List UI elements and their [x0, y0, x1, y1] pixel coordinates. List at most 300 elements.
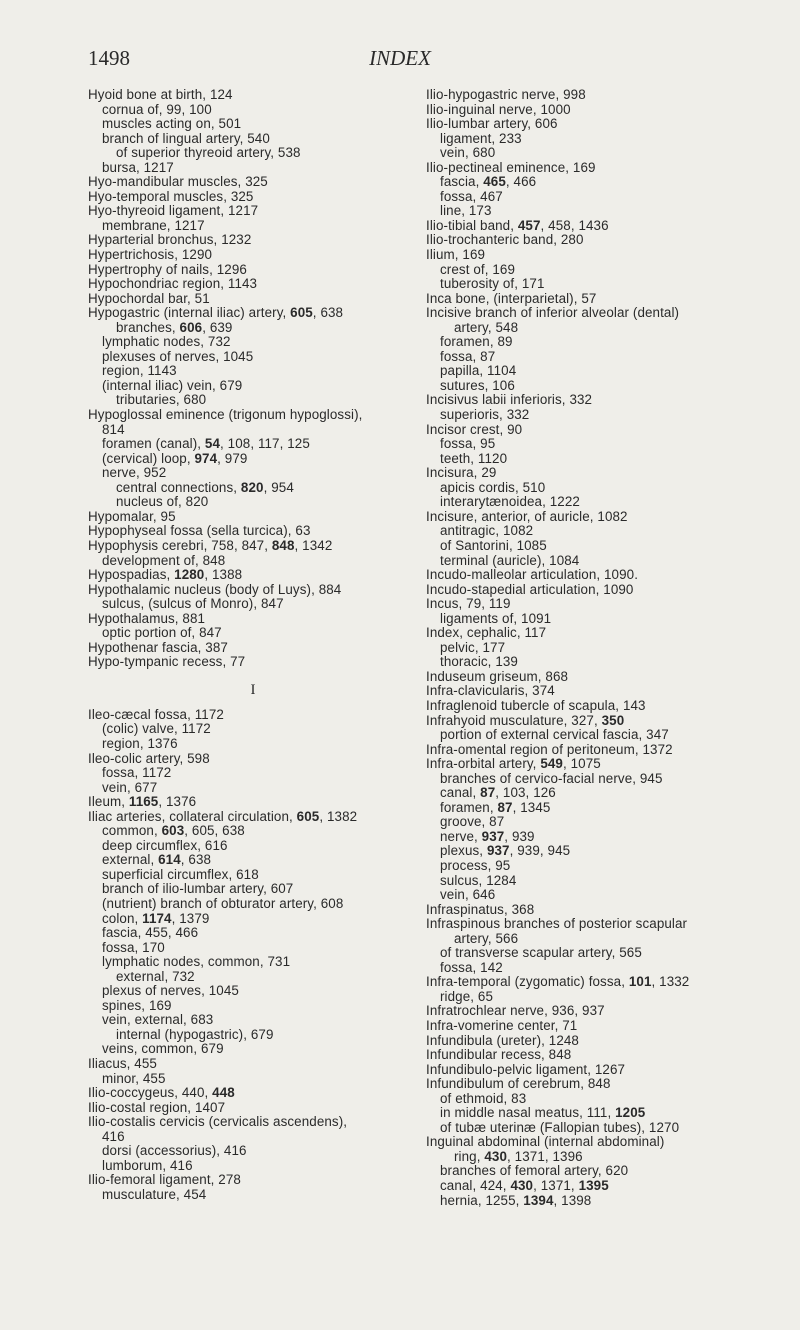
index-entry — [88, 708, 418, 723]
bold-page-reference: 937 — [486, 843, 510, 859]
entry-text: Incisor crest, 90 — [426, 421, 523, 437]
index-entry — [426, 233, 766, 248]
index-entry — [88, 306, 418, 321]
entry-text: , 458, 1436 — [540, 217, 609, 233]
entry-text: , 605, 638 — [184, 823, 245, 839]
index-entry — [426, 714, 766, 729]
entry-text: Hypochondriac region, 1143 — [88, 276, 258, 292]
index-subentry — [88, 853, 418, 868]
entry-text: Ilio-femoral ligament, 278 — [88, 1172, 241, 1188]
index-entry — [88, 190, 418, 205]
entry-text: branch of ilio-lumbar artery, 607 — [102, 881, 294, 897]
entry-text: , 979 — [217, 450, 248, 466]
index-entry — [426, 670, 766, 685]
entry-text: Ilio-hypogastric nerve, 998 — [426, 87, 586, 102]
entry-text: optic portion of, 847 — [102, 625, 222, 641]
entry-text: fossa, 87 — [440, 348, 496, 364]
entry-text: process, 95 — [440, 857, 511, 873]
index-subentry — [88, 1159, 418, 1174]
index-subentry — [88, 1144, 418, 1159]
page-title: INDEX — [369, 46, 431, 70]
bold-page-reference: 606 — [179, 319, 203, 335]
entry-text: vein, 646 — [440, 887, 496, 903]
index-subentry — [426, 815, 766, 830]
entry-text: Infraglenoid tubercle of scapula, 143 — [426, 697, 646, 713]
index-subentry — [426, 495, 766, 510]
entry-text: vein, 680 — [440, 145, 496, 161]
entry-text: cornua of, 99, 100 — [102, 101, 212, 117]
entry-text: 416 — [102, 1128, 125, 1144]
entry-text: vein, 677 — [102, 779, 158, 795]
entry-text: Incisive branch of inferior alveolar (dental) — [426, 305, 680, 321]
index-subentry — [88, 146, 418, 161]
index-entry — [88, 641, 418, 656]
index-subentry — [426, 888, 766, 903]
bold-page-reference: 549 — [540, 756, 563, 772]
bold-page-reference: 54 — [204, 436, 221, 452]
index-subentry — [88, 132, 418, 147]
index-subentry — [426, 364, 766, 379]
index-subentry — [426, 844, 766, 859]
index-subentry — [426, 641, 766, 656]
index-entry — [426, 1077, 766, 1092]
entry-text: Incudo-stapedial articulation, 1090 — [426, 581, 634, 597]
entry-text: Hypothalamus, 881 — [88, 610, 206, 626]
index-subentry — [88, 364, 418, 379]
entry-text: teeth, 1120 — [440, 450, 508, 466]
index-subentry — [88, 466, 418, 481]
bold-page-reference: 1395 — [578, 1178, 609, 1194]
entry-text: colon, — [102, 910, 143, 926]
entry-text: branches of cervico-facial nerve, 945 — [440, 770, 663, 786]
entry-text: fascia, 455, 466 — [102, 925, 199, 941]
index-subentry — [88, 481, 418, 496]
entry-text: antitragic, 1082 — [440, 523, 534, 539]
entry-text: fossa, 170 — [102, 939, 165, 955]
entry-text: Ileo-cæcal fossa, 1172 — [88, 706, 224, 722]
index-subentry — [88, 912, 418, 927]
index-entry — [88, 204, 418, 219]
index-entry — [426, 975, 766, 990]
index-entry — [88, 1086, 418, 1101]
entry-text: pelvic, 177 — [440, 639, 506, 655]
entry-text: Iliac arteries, collateral circulation, — [88, 808, 297, 824]
index-subentry — [88, 1042, 418, 1057]
entry-text: , 1332 — [651, 974, 690, 990]
index-entry — [88, 1173, 418, 1188]
entry-text: foramen, — [440, 799, 498, 815]
index-entry — [426, 88, 766, 103]
index-entry — [88, 510, 418, 525]
index-entry — [426, 684, 766, 699]
index-entry — [426, 161, 766, 176]
index-entry — [426, 1063, 766, 1078]
index-subentry — [426, 1150, 766, 1165]
index-entry — [426, 219, 766, 234]
entry-text: Infra-temporal (zygomatic) fossa, — [426, 974, 629, 990]
entry-text: of tubæ uterinæ (Fallopian tubes), 1270 — [440, 1119, 680, 1135]
index-subentry — [88, 926, 418, 941]
entry-text: canal, — [440, 785, 481, 801]
index-entry — [426, 103, 766, 118]
entry-text: , 1398 — [553, 1192, 592, 1208]
entry-text: papilla, 1104 — [440, 363, 517, 379]
bold-page-reference: 974 — [194, 450, 218, 466]
bold-page-reference: 430 — [484, 1148, 508, 1164]
entry-text: fossa, 467 — [440, 188, 503, 204]
index-subentry — [426, 1092, 766, 1107]
entry-text: Infra-omental region of peritoneum, 1372 — [426, 741, 673, 757]
index-entry — [426, 393, 766, 408]
entry-text: artery, 566 — [454, 930, 519, 946]
entry-text: (cervical) loop, — [102, 450, 195, 466]
entry-text: Hypospadias, — [88, 567, 175, 583]
index-subentry — [426, 539, 766, 554]
index-entry — [426, 423, 766, 438]
index-entry — [88, 1101, 418, 1116]
index-subentry — [426, 932, 766, 947]
entry-text: Infundibulum of cerebrum, 848 — [426, 1076, 611, 1092]
entry-text: Ilium, 169 — [426, 247, 486, 263]
entry-text: , 1382 — [319, 808, 358, 824]
entry-text: Ilio-costalis cervicis (cervicalis ascendens), — [88, 1114, 348, 1130]
entry-text: of Santorini, 1085 — [440, 537, 547, 553]
entry-text: tributaries, 680 — [116, 392, 207, 408]
index-subentry — [426, 481, 766, 496]
entry-text: membrane, 1217 — [102, 217, 205, 233]
entry-text: Infraspinous branches of posterior scapular — [426, 916, 688, 932]
index-subentry — [426, 146, 766, 161]
entry-text: Infundibulo-pelvic ligament, 1267 — [426, 1061, 626, 1077]
entry-text: , 954 — [263, 479, 294, 495]
bold-page-reference: 457 — [517, 217, 541, 233]
index-entry — [426, 306, 766, 321]
entry-text: Incus, 79, 119 — [426, 596, 511, 612]
entry-text: hernia, 1255, — [440, 1192, 524, 1208]
entry-text: , 639 — [202, 319, 233, 335]
index-entry — [88, 248, 418, 263]
entry-text: , 939, 945 — [509, 843, 571, 859]
entry-text: region, 1376 — [102, 735, 178, 751]
entry-text: development of, 848 — [102, 552, 226, 568]
index-entry — [88, 524, 418, 539]
index-subentry — [88, 597, 418, 612]
entry-text: Ilio-coccygeus, 440, — [88, 1085, 213, 1101]
entry-text: Iliacus, 455 — [88, 1056, 157, 1071]
entry-text: Inguinal abdominal (internal abdominal) — [426, 1134, 665, 1150]
entry-text: Hypogastric (internal iliac) artery, — [88, 305, 291, 321]
entry-text: , 1342 — [294, 537, 333, 553]
index-entry — [426, 1034, 766, 1049]
index-entry — [88, 1057, 418, 1072]
index-entry — [88, 408, 418, 423]
entry-text: branch of lingual artery, 540 — [102, 130, 270, 146]
entry-text: , 638 — [180, 852, 212, 868]
index-subentry — [426, 612, 766, 627]
entry-text: central connections, — [116, 479, 241, 495]
entry-text: , 638 — [312, 305, 344, 321]
index-entry — [88, 88, 418, 103]
entry-text: fossa, 95 — [440, 436, 496, 452]
entry-text: Ilio-inguinal nerve, 1000 — [426, 101, 571, 117]
index-entry — [88, 810, 418, 825]
bold-page-reference: 605 — [290, 305, 313, 321]
index-subentry — [426, 554, 766, 569]
index-subentry — [426, 321, 766, 336]
index-subentry — [88, 161, 418, 176]
index-subentry — [88, 1028, 418, 1043]
index-subentry — [88, 117, 418, 132]
index-subentry — [88, 1013, 418, 1028]
index-entry — [426, 117, 766, 132]
entry-text: musculature, 454 — [102, 1186, 207, 1202]
index-entry — [426, 510, 766, 525]
bold-page-reference: 430 — [510, 1178, 534, 1194]
index-entry — [88, 795, 418, 810]
entry-text: plexus, — [440, 843, 487, 859]
entry-text: terminal (auricle), 1084 — [440, 552, 580, 568]
entry-text: Infra-vomerine center, 71 — [426, 1018, 578, 1033]
index-subentry — [88, 766, 418, 781]
entry-text: Incudo-malleolar articulation, 1090. — [426, 567, 639, 583]
entry-text: superficial circumflex, 618 — [102, 866, 259, 882]
bold-page-reference: 1165 — [128, 794, 159, 810]
index-subentry — [426, 801, 766, 816]
entry-text: branches, — [116, 319, 180, 335]
index-entry — [88, 612, 418, 627]
entry-text: Incisivus labii inferioris, 332 — [426, 392, 593, 408]
entry-text: lumborum, 416 — [102, 1157, 193, 1173]
entry-text: Hyo-temporal muscles, 325 — [88, 188, 254, 204]
entry-text: of superior thyreoid artery, 538 — [116, 145, 301, 161]
index-subentry — [426, 1164, 766, 1179]
entry-text: foramen (canal), — [102, 436, 205, 452]
entry-text: Hypoglossal eminence (trigonum hypoglossi), — [88, 407, 363, 423]
entry-text: external, 732 — [116, 968, 195, 984]
entry-text: sulcus, 1284 — [440, 872, 517, 888]
index-subentry — [88, 1130, 418, 1145]
bold-page-reference: 1394 — [523, 1192, 554, 1208]
entry-text: line, 173 — [440, 203, 492, 219]
entry-text: nerve, — [440, 828, 482, 844]
index-entry — [426, 1135, 766, 1150]
entry-text: , 1388 — [204, 567, 243, 583]
index-entry — [426, 917, 766, 932]
entry-text: thoracic, 139 — [440, 654, 518, 670]
index-subentry — [426, 874, 766, 889]
index-subentry — [426, 524, 766, 539]
entry-text: internal (hypogastric), 679 — [116, 1026, 274, 1042]
index-subentry — [426, 728, 766, 743]
entry-text: Infrahyoid musculature, 327, — [426, 712, 602, 728]
entry-text: plexus of nerves, 1045 — [102, 983, 239, 999]
index-subentry — [426, 655, 766, 670]
bold-page-reference: 1174 — [142, 910, 172, 926]
index-entry — [88, 568, 418, 583]
entry-text: artery, 548 — [454, 319, 519, 335]
index-entry — [88, 583, 418, 598]
entry-text: ridge, 65 — [440, 988, 494, 1004]
index-subentry — [426, 961, 766, 976]
index-subentry — [88, 722, 418, 737]
index-entry — [88, 277, 418, 292]
index-subentry — [88, 781, 418, 796]
index-entry — [88, 1115, 418, 1130]
index-subentry — [88, 103, 418, 118]
index-subentry — [88, 955, 418, 970]
entry-text: , 108, 117, 125 — [220, 436, 310, 452]
entry-text: superioris, 332 — [440, 407, 530, 423]
entry-text: Hypochordal bar, 51 — [88, 290, 210, 306]
entry-text: muscles acting on, 501 — [102, 116, 242, 132]
entry-text: ring, — [454, 1148, 485, 1164]
entry-text: branches of femoral artery, 620 — [440, 1163, 629, 1179]
index-entry — [88, 175, 418, 190]
bold-page-reference: 848 — [271, 537, 295, 553]
entry-text: Hypophysis cerebri, 758, 847, — [88, 537, 272, 553]
index-entry — [426, 626, 766, 641]
index-subentry — [426, 830, 766, 845]
bold-page-reference: 87 — [497, 799, 513, 815]
index-subentry — [426, 437, 766, 452]
index-subentry — [426, 452, 766, 467]
bold-page-reference: 448 — [212, 1085, 235, 1101]
entry-text: Ileum, — [88, 794, 129, 810]
section-heading: I — [250, 681, 256, 698]
index-subentry — [88, 941, 418, 956]
entry-text: dorsi (accessorius), 416 — [102, 1143, 247, 1159]
index-entry — [426, 1048, 766, 1063]
entry-text: , 1345 — [512, 799, 551, 815]
entry-text: , 939 — [504, 828, 535, 844]
index-entry — [426, 743, 766, 758]
index-entry — [88, 655, 418, 670]
entry-text: Incisura, 29 — [426, 465, 497, 481]
bold-page-reference: 350 — [601, 712, 625, 728]
entry-text: lymphatic nodes, 732 — [102, 334, 231, 350]
index-subentry — [88, 495, 418, 510]
entry-text: deep circumflex, 616 — [102, 837, 228, 853]
entry-text: interarytænoidea, 1222 — [440, 494, 580, 510]
bold-page-reference: 465 — [483, 174, 506, 190]
bold-page-reference: 603 — [161, 823, 185, 839]
entry-text: , 103, 126 — [495, 785, 556, 801]
entry-text: fascia, — [440, 174, 484, 190]
entry-text: region, 1143 — [102, 363, 177, 379]
entry-text: apicis cordis, 510 — [440, 479, 546, 495]
entry-text: sulcus, (sulcus of Monro), 847 — [102, 596, 284, 612]
entry-text: Hypothenar fascia, 387 — [88, 639, 228, 655]
entry-text: ligament, 233 — [440, 130, 522, 146]
index-subentry — [426, 1194, 766, 1209]
entry-text: Infundibular recess, 848 — [426, 1047, 572, 1063]
index-entry — [88, 539, 418, 554]
entry-text: Hyo-mandibular muscles, 325 — [88, 174, 268, 190]
index-subentry — [88, 737, 418, 752]
index-subentry — [88, 999, 418, 1014]
index-subentry — [426, 1121, 766, 1136]
index-subentry — [88, 970, 418, 985]
index-subentry — [426, 263, 766, 278]
index-subentry — [88, 350, 418, 365]
index-subentry — [88, 335, 418, 350]
entry-text: Induseum griseum, 868 — [426, 668, 569, 684]
index-subentry — [88, 393, 418, 408]
index-subentry — [426, 946, 766, 961]
index-subentry — [88, 984, 418, 999]
entry-text: Infundibula (ureter), 1248 — [426, 1032, 579, 1048]
index-subentry — [88, 379, 418, 394]
index-subentry — [426, 175, 766, 190]
index-subentry — [426, 1106, 766, 1121]
entry-text: crest of, 169 — [440, 261, 515, 277]
index-subentry — [426, 990, 766, 1005]
entry-text: (nutrient) branch of obturator artery, 608 — [102, 895, 344, 911]
index-entry — [426, 292, 766, 307]
entry-text: Infra-clavicularis, 374 — [426, 683, 555, 699]
index-subentry — [88, 437, 418, 452]
entry-text: Hypomalar, 95 — [88, 508, 176, 524]
bold-page-reference: 1280 — [174, 567, 205, 583]
entry-text: 814 — [102, 421, 125, 437]
index-subentry — [88, 554, 418, 569]
entry-text: veins, common, 679 — [102, 1041, 224, 1057]
bold-page-reference: 605 — [296, 808, 320, 824]
index-subentry — [88, 824, 418, 839]
entry-text: Hyo-thyreoid ligament, 1217 — [88, 203, 259, 219]
entry-text: canal, 424, — [440, 1178, 511, 1194]
entry-text: Hypothalamic nucleus (body of Luys), 884 — [88, 581, 342, 597]
index-subentry — [426, 277, 766, 292]
index-entry — [426, 568, 766, 583]
index-entry — [426, 1004, 766, 1019]
index-subentry — [426, 350, 766, 365]
entry-text: Infra-orbital artery, — [426, 756, 541, 772]
entry-text: Hypophyseal fossa (sella turcica), 63 — [88, 523, 311, 539]
entry-text: Ilio-tibial band, — [426, 217, 518, 233]
entry-text: nucleus of, 820 — [116, 494, 209, 510]
index-column-right — [426, 88, 766, 1208]
page-header — [0, 46, 800, 76]
entry-text: tuberosity of, 171 — [440, 276, 545, 292]
index-subentry — [88, 882, 418, 897]
entry-text: , 1371, 1396 — [507, 1148, 583, 1164]
bold-page-reference: 1205 — [615, 1105, 646, 1121]
index-subentry — [426, 379, 766, 394]
entry-text: , 1376 — [158, 794, 197, 810]
page-number: 1498 — [88, 46, 130, 70]
index-subentry — [88, 868, 418, 883]
entry-text: groove, 87 — [440, 814, 505, 830]
entry-text: plexuses of nerves, 1045 — [102, 348, 254, 364]
index-subentry — [426, 335, 766, 350]
entry-text: portion of external cervical fascia, 347 — [440, 727, 669, 743]
entry-text: Inca bone, (interparietal), 57 — [426, 290, 597, 306]
index-subentry — [88, 897, 418, 912]
entry-text: Hyoid bone at birth, 124 — [88, 87, 233, 102]
entry-text: of ethmoid, 83 — [440, 1090, 527, 1106]
entry-text: of transverse scapular artery, 565 — [440, 945, 642, 961]
entry-text: Hypertrophy of nails, 1296 — [88, 261, 247, 277]
entry-text: , 1371, — [533, 1178, 579, 1194]
index-entry — [426, 757, 766, 772]
index-entry — [426, 597, 766, 612]
entry-text: Incisure, anterior, of auricle, 1082 — [426, 508, 628, 524]
entry-text: bursa, 1217 — [102, 159, 174, 175]
entry-text: in middle nasal meatus, 111, — [440, 1105, 616, 1121]
entry-text: common, — [102, 823, 162, 839]
entry-text: (internal iliac) vein, 679 — [102, 377, 243, 393]
